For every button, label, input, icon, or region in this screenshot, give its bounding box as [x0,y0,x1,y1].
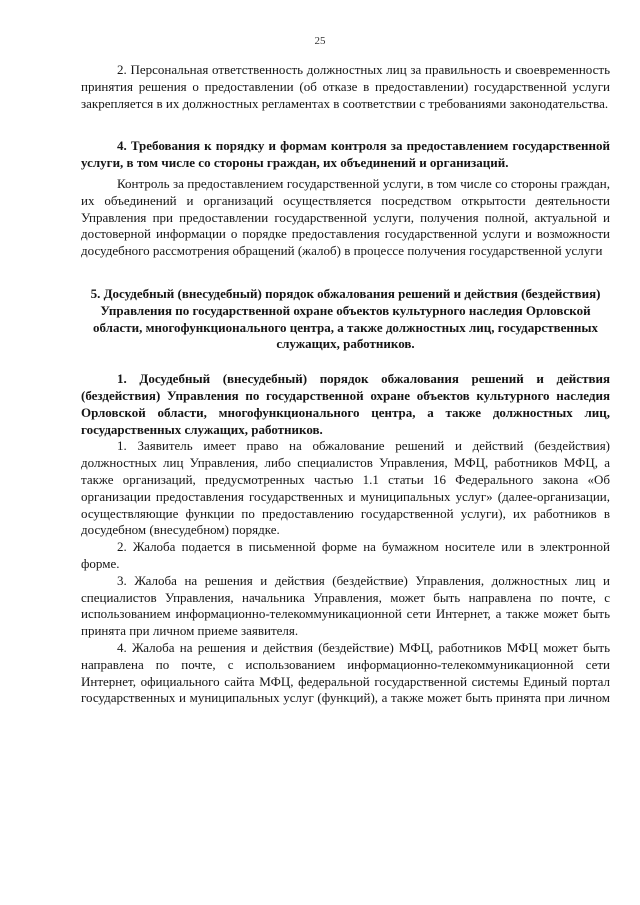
document-body [81,62,610,707]
section-4-heading: 4. Требования к порядку и формам контроля за предоставлением государственной услуги, в том числе со стороны граждан, их объединений и организаций. [81,138,610,171]
item-1-right-to-appeal: 1. Заявитель имеет право на обжалование решений и действий (бездействия) должностных лиц Управления, либо специалистов Управления, МФЦ, работников МФЦ, а также организаций, предусмотренных частью 1.1 статьи 16 Федерального закона «Об организации предоставления государственных и муниципальных услуг» (далее-организации, осуществляющие функции по предоставлению государственной услуги), их работников в досудебном (внесудебном) порядке. [81,438,610,538]
item-2-complaint-form: 2. Жалоба подается в письменной форме на бумажном носителе или в электронной форме. [81,539,610,571]
item-3-complaint-management: 3. Жалоба на решения и действия (бездействие) Управления, должностных лиц и специалистов Управления, начальника Управления, может быть направлена по почте, с использованием информационно-телекоммуникационной сети Интернет, а также может быть принята при личном приеме заявителя. [81,572,610,639]
section-4-body: Контроль за предоставлением государственной услуги, в том числе со стороны граждан, их объединений и организаций осуществляется посредством открытости деятельности Управления при предоставлении государственной услуги, получения полной, актуальной и достоверной информации о порядке предоставления государственной услуги и возможности досудебного рассмотрения обращений (жалоб) в процессе получения государственной услуги [81,175,610,259]
item-4-complaint-mfc: 4. Жалоба на решения и действия (бездействие) МФЦ, работников МФЦ может быть направлена по почте, с использованием информационно-телекоммуникационной сети Интернет, официального сайта МФЦ, федеральной государственной системы Единый портал государственных и муниципальных услуг (функций), а также может быть принята при личном [81,639,610,706]
section-5-heading: 5. Досудебный (внесудебный) порядок обжалования решений и действия (бездействия) Управления по государственной охране объектов культурного наследия Орловской области, многофункционального центра, а также должностных лиц, государственных служащих, работников. [90,285,601,352]
paragraph-responsibility: 2. Персональная ответственность должностных лиц за правильность и своевременность принятия решения о предоставлении (об отказе в предоставлении) государственной услуги закрепляется в их должностных регламентах в соответствии с требованиями законодательства. [81,62,610,111]
subsection-1-heading: 1. Досудебный (внесудебный) порядок обжалования решений и действия (бездействия) Управления по государственной охране объектов культурного наследия Орловской области, многофункционального центра, а также должностных лиц, государственных служащих, работников. [81,371,610,437]
page-number: 25 [314,35,326,47]
